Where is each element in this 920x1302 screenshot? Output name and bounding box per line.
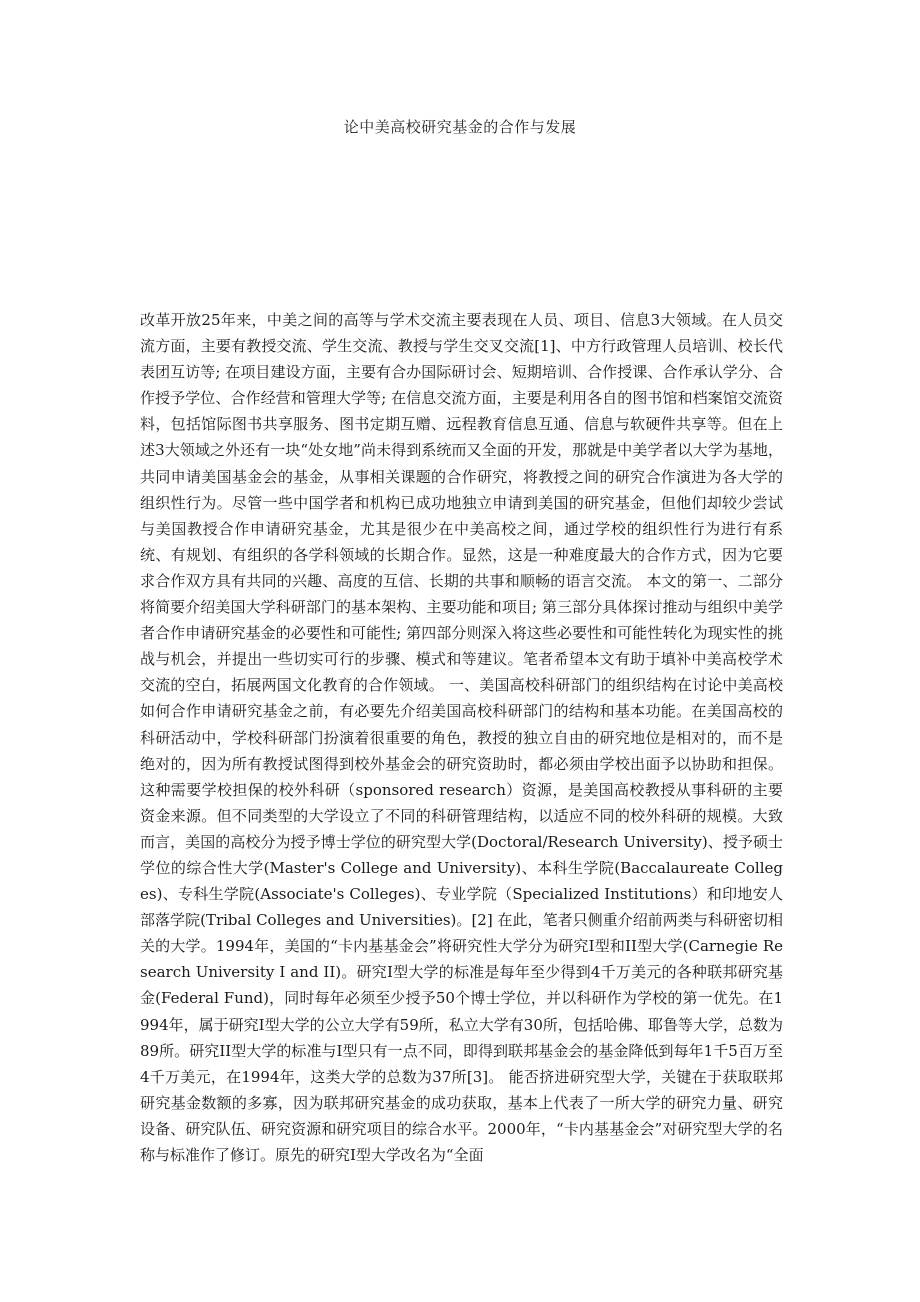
body-paragraph: 改革开放25年来，中美之间的高等与学术交流主要表现在人员、项目、信息3大领域。在人员交流方面，主要有教授交流、学生交流、教授与学生交叉交流[1]、中方行政管理人员培训、校长代表团互访等; 在项目建设方面，主要有合办国际研讨会、短期培训、合作授课、合作承认学分、合作授予学位、合作经营和管理大学等; 在信息交流方面，主要是利用各自的图书馆和档案馆交流资料，包括馆际图书共享服务、图书定期互赠、远程教育信息互通、信息与软硬件共享等。但在上述3大领域之外还有一块“处女地”尚未得到系统而又全面的开发，那就是中美学者以大学为基地，共同申请美国基金会的基金，从事相关课题的合作研究，将教授之间的研究合作演进为各大学的组织性行为。尽管一些中国学者和机构已成功地独立申请到美国的研究基金，但他们却较少尝试与美国教授合作申请研究基金，尤其是很少在中美高校之间，通过学校的组织性行为进行有系统、有规划、有组织的各学科领域的长期合作。显然，这是一种难度最大的合作方式，因为它要求合作双方具有共同的兴趣、高度的互信、长期的共事和顺畅的语言交流。 本文的第一、二部分将简要介绍美国大学科研部门的基本架构、主要功能和项目; 第三部分具体探讨推动与组织中美学者合作申请研究基金的必要性和可能性; 第四部分则深入将这些必要性和可能性转化为现实性的挑战与机会，并提出一些切实可行的步骤、模式和等建议。笔者希望本文有助于填补中美高校学术交流的空白，拓展两国文化教育的合作领域。 一、美国高校科研部门的组织结构在讨论中美高校如何合作申请研究基金之前，有必要先介绍美国高校科研部门的结构和基本功能。在美国高校的科研活动中，学校科研部门扮演着很重要的角色，教授的独立自由的研究地位是相对的，而不是绝对的，因为所有教授试图得到校外基金会的研究资助时，都必须由学校出面予以协助和担保。这种需要学校担保的校外科研（sponsored research）资源，是美国高校教授从事科研的主要资金来源。但不同类型的大学设立了不同的科研管理结构，以适应不同的校外科研的规模。大致而言，美国的高校分为授予博士学位的研究型大学(Doctoral/Research University)、授予硕士学位的综合性大学(Master's College and University)、本科生学院(Baccalaureate Colleges)、专科生学院(Associate's Colleges)、专业学院（Specialized Institutions）和印地安人部落学院(Tribal Colleges and Universities)。[2] 在此，笔者只侧重介绍前两类与科研密切相关的大学。1994年，美国的“卡内基基金会”将研究性大学分为研究I型和II型大学(Carnegie Research University I and II)。研究I型大学的标准是每年至少得到4千万美元的各种联邦研究基金(Federal Fund)，同时每年必须至少授予50个博士学位，并以科研作为学校的第一优先。在1994年，属于研究I型大学的公立大学有59所，私立大学有30所，包括哈佛、耶鲁等大学，总数为89所。研究II型大学的标准与I型只有一点不同，即得到联邦基金会的基金降低到每年1千5百万至4千万美元，在1994年，这类大学的总数为37所[3]。 能否挤进研究型大学，关键在于获取联邦研究基金数额的多寡，因为联邦研究基金的成功获取，基本上代表了一所大学的研究力量、研究设备、研究队伍、研究资源和研究项目的综合水平。2000年，“卡内基基金会”对研究型大学的名称与标准作了修订。原先的研究I型大学改名为“全面 bbox=[140, 311, 783, 1164]
document-body bbox=[140, 307, 783, 1168]
document-title: 论中美高校研究基金的合作与发展 bbox=[343, 118, 577, 136]
